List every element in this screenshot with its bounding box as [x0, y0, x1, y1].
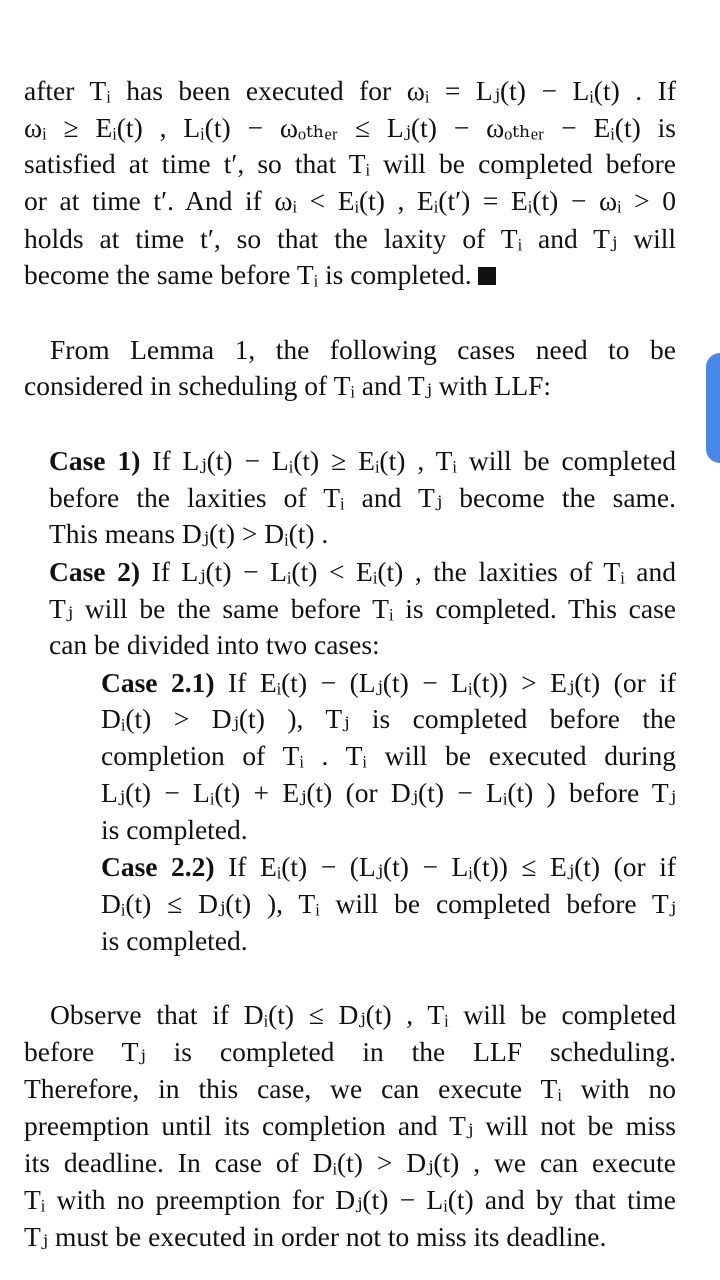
text-line: From Lemma 1, the following cases need to be	[50, 334, 676, 365]
case-label: Case 2.1)	[101, 667, 215, 698]
floating-edge-tab-button[interactable]	[706, 353, 720, 463]
text-line: Lⱼ(t) − Lᵢ(t) + Eⱼ(t) (or Dⱼ(t) − Lᵢ(t) ) before Tⱼ	[101, 777, 676, 808]
text-line: Tᵢ with no preemption for Dⱼ(t) − Lᵢ(t) and by that time	[24, 1184, 676, 1215]
text-line-content: If Lⱼ(t) − Lᵢ(t) < Eᵢ(t) , the laxities of Tᵢ and	[151, 556, 676, 587]
text-line: This means Dⱼ(t) > Dᵢ(t) .	[49, 518, 329, 549]
text-line: its deadline. In case of Dᵢ(t) > Dⱼ(t) , we can execute	[24, 1147, 676, 1178]
text-line: Observe that if Dᵢ(t) ≤ Dⱼ(t) , Tᵢ will be completed	[50, 999, 676, 1030]
text-line: is completed.	[101, 814, 248, 845]
text-line	[49, 443, 676, 479]
text-line: completion of Tᵢ . Tᵢ will be executed during	[101, 740, 676, 771]
text-line: Tⱼ will be the same before Tᵢ is completed. This case	[49, 593, 676, 624]
text-line: Therefore, in this case, we can execute Tᵢ with no	[24, 1073, 676, 1104]
case-label: Case 1)	[49, 445, 141, 476]
text-line: Tⱼ must be executed in order not to miss its deadline.	[24, 1221, 607, 1252]
text-line: can be divided into two cases:	[49, 629, 380, 660]
text-line	[49, 554, 676, 590]
text-line: before Tⱼ is completed in the LLF scheduling.	[24, 1036, 676, 1067]
text-line	[24, 257, 676, 293]
text-line: before the laxities of Tᵢ and Tⱼ become the same.	[49, 482, 676, 513]
text-line: after Tᵢ has been executed for ωᵢ = Lⱼ(t) − Lᵢ(t) . If	[24, 75, 676, 106]
qed-square-icon	[478, 267, 496, 285]
text-line: Dᵢ(t) ≤ Dⱼ(t) ), Tᵢ will be completed before Tⱼ	[101, 888, 676, 919]
case-label: Case 2.2)	[101, 851, 215, 882]
text-line: ωᵢ ≥ Eᵢ(t) , Lᵢ(t) − ωₒₜₕₑᵣ ≤ Lⱼ(t) − ωₒₜₕₑᵣ − Eᵢ(t) is	[24, 112, 676, 143]
text-line-content: If Eᵢ(t) − (Lⱼ(t) − Lᵢ(t)) > Eⱼ(t) (or if	[228, 667, 677, 698]
text-line-content: become the same before Tᵢ is completed.	[24, 259, 472, 290]
text-line: considered in scheduling of Tᵢ and Tⱼ with LLF:	[24, 370, 552, 401]
text-line	[101, 849, 676, 885]
text-line-content: If Eᵢ(t) − (Lⱼ(t) − Lᵢ(t)) ≤ Eⱼ(t) (or if	[228, 851, 676, 882]
text-line	[101, 665, 676, 701]
case-label: Case 2)	[49, 556, 140, 587]
text-line-content: If Lⱼ(t) − Lᵢ(t) ≥ Eᵢ(t) , Tᵢ will be completed	[152, 445, 676, 476]
text-line: satisfied at time t′, so that Tᵢ will be completed before	[24, 148, 676, 179]
text-line: Dᵢ(t) > Dⱼ(t) ), Tⱼ is completed before the	[101, 703, 676, 734]
text-line: preemption until its completion and Tⱼ will not be miss	[24, 1110, 676, 1141]
text-line: holds at time t′, so that the laxity of Tᵢ and Tⱼ will	[24, 223, 676, 254]
text-line: is completed.	[101, 925, 248, 956]
text-line: or at time t′. And if ωᵢ < Eᵢ(t) , Eᵢ(t′) = Eᵢ(t) − ωᵢ > 0	[24, 185, 676, 216]
